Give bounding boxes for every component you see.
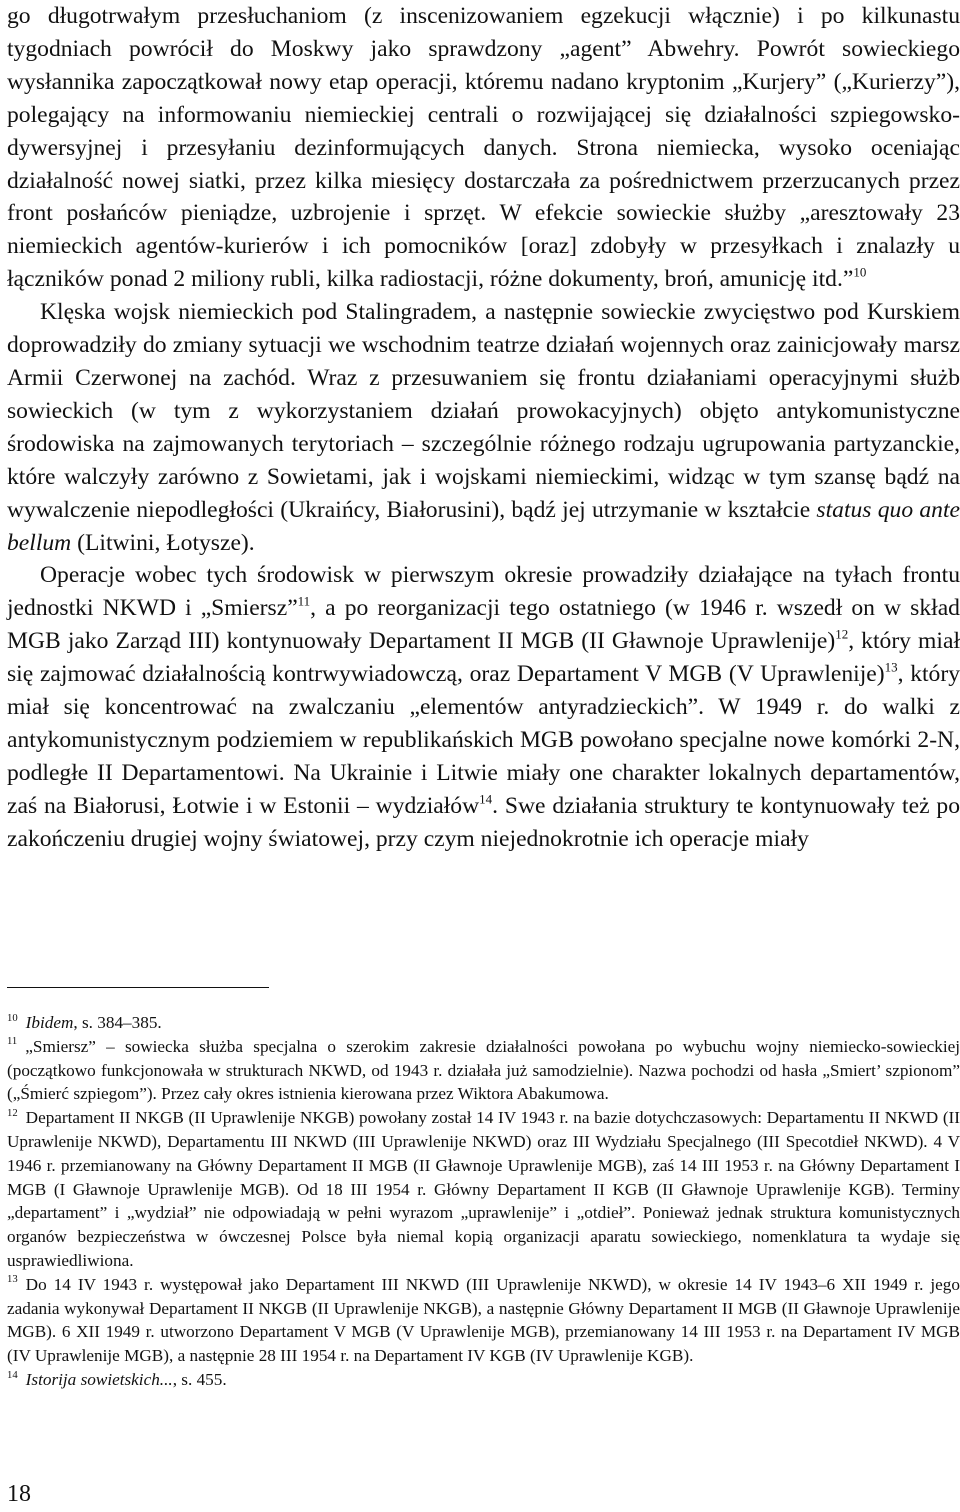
footnote-ref-14[interactable]: 14: [479, 791, 493, 807]
footnote-separator: [7, 987, 269, 988]
footnote-14: [7, 1368, 960, 1392]
document-page: [7, 0, 960, 1512]
footnote-ref-10[interactable]: 10: [853, 264, 867, 280]
paragraph-2: [7, 296, 960, 559]
footnote-ref-12[interactable]: 12: [835, 626, 849, 642]
footnote-12: [7, 1106, 960, 1273]
paragraph-1: [7, 0, 960, 296]
paragraph-3-text: Operacje wobec tych środowisk w pierwszym okresie prowadziły działające na tyłach frontu jednostki NKWD i „Smiersz”: [7, 562, 960, 622]
paragraph-3-text-3: , który miał się zajmować działalnością kontrwywiadowczą, oraz Departament V MGB (V Uprawlenije): [7, 628, 960, 688]
footnote-ref-11[interactable]: 11: [297, 593, 311, 609]
footnote-italic: Ibidem: [25, 1013, 74, 1032]
paragraph-3-text-4: , który miał się koncentrować na zwalczaniu „elementów antyradzieckich”. W 1949 r. do walki z antykomunistycznym podziemiem w republikańskich MGB powołano specjalne nowe komórki 2-N, podległe II Departamentowi. Na Ukrainie i Litwie miały one charakter lokalnych departamentów, zaś na Białorusi, Łotwie i w Estonii – wydziałów: [7, 661, 960, 819]
paragraph-2-text-end: (Litwini, Łotysze).: [71, 529, 255, 556]
footnote-number: 12: [7, 1107, 18, 1119]
page-number: 18: [7, 1481, 31, 1507]
footnote-number: 13: [7, 1274, 18, 1286]
footnote-10: [7, 1011, 960, 1035]
paragraph-1-text: go długotrwałym przesłuchaniom (z inscenizowaniem egzekucji włącznie) i po kilkunastu tygodniach powrócił do Moskwy jako sprawdzony „agent” Abwehry. Powrót sowieckiego wysłannika zapoczątkował nowy etap operacji, któremu nadano kryptonim „Kurjery” („Kurierzy”), polegający na informowaniu niemieckiej centrali o rozwijającej się działalności szpiegowsko-dywersyjnej i przesyłaniu dezinformujących danych. Strona niemiecka, wysoko oceniając działalność nowej siatki, przez kilka miesięcy dostarczała za pośrednictwem przerzucanych przez front posłańców pieniądze, uzbrojenie i sprzęt. W efekcie sowieckie służby „aresztowały 23 niemieckich agentów-kurierów i ich pomocników [oraz] zdobyły w przesyłkach i znalazły u łączników ponad 2 miliony rubli, kilka radiostacji, różne dokumenty, broń, amunicję itd.”: [7, 3, 960, 293]
footnote-text: Departament II NKGB (II Uprawlenije NKGB) powołany został 14 IV 1943 r. na bazie dotychczasowych: Departamentu II NKWD (II Uprawlenije NKWD), Departamentu III NKWD (III Uprawlenije NKWD) oraz III Wydziału Specjalnego (III Specotdieł NKWD). 4 V 1946 r. przemianowany na Główny Departament II MGB (II Gławnoje Uprawlenije MGB), zaś 14 III 1953 r. na Główny Departament I MGB (I Gławnoje Uprawlenije MGB). Od 18 III 1954 r. Główny Departament II KGB (II Gławnoje Uprawlenije KGB). Terminy „departament” i „wydział” nie odpowiadają w pełni wyrazom „uprawlenije” i „otdieł”. Ponieważ jednak struktura komunistycznych organów bezpieczeństwa w ówczesnej Polsce była niemal kopią organizacji aparatu sowieckiego, nomenklatura ta wydaje się usprawiedliwiona.: [7, 1108, 960, 1270]
footnote-number: 14: [7, 1369, 18, 1381]
footnotes: [7, 1011, 960, 1392]
footnote-italic: Istorija sowietskich...: [25, 1369, 173, 1389]
paragraph-2-italic: status quo ante bellum: [7, 496, 960, 556]
paragraph-3-text-2: , a po reorganizacji tego ostatniego (w 1946 r. wszedł on w skład MGB jako Zarząd III) kontynuowały Departament II MGB (II Gławnoje Uprawlenije): [7, 595, 960, 655]
main-text: [7, 0, 960, 856]
footnote-number: 11: [7, 1036, 18, 1048]
paragraph-3-text-5: . Swe działania struktury te kontynuowały też po zakończeniu drugiej wojny światowej, przy czym niejednokrotnie ich operacje miały: [7, 792, 960, 852]
footnote-11: [7, 1035, 960, 1106]
footnote-text: , s. 384–385.: [73, 1013, 162, 1032]
footnote-number: 10: [7, 1012, 18, 1024]
paragraph-2-text: Klęska wojsk niemieckich pod Stalingradem, a następnie sowieckie zwycięstwo pod Kurskiem doprowadziły do zmiany sytuacji we wschodnim teatrze działań wojennych oraz zainicjowały marsz Armii Czerwonej na zachód. Wraz z przesuwaniem się frontu działaniami operacyjnymi służb sowieckich (w tym z wykorzystaniem działań prowokacyjnych) objęto antykomunistyczne środowiska na zajmowanych terytoriach – szczególnie różnego rodzaju ugrupowania partyzanckie, które walczyły zarówno z Sowietami, jak i wojskami niemieckimi, widząc w tym szansę bądź na wywalczenie niepodległości (Ukraińcy, Białorusini), bądź jej utrzymanie w kształcie: [7, 299, 960, 523]
paragraph-3: [7, 559, 960, 855]
footnote-text: , s. 455.: [172, 1369, 227, 1389]
footnote-text: Do 14 IV 1943 r. występował jako Departament III NKWD (III Uprawlenije NKWD), w okresie 14 IV 1943–6 XII 1949 r. jego zadania wykonywał Departament II NKGB (II Uprawlenije NKGB), a następnie Główny Departament II MGB (II Gławnoje Uprawlenije MGB). 6 XII 1949 r. utworzono Departament V MGB (V Uprawlenije MGB), przemianowany 14 III 1953 r. na Departament IV MGB (IV Uprawlenije MGB), a następnie 28 III 1954 r. na Departament IV KGB (IV Uprawlenije KGB).: [7, 1274, 960, 1366]
footnote-ref-13[interactable]: 13: [884, 659, 898, 675]
footnote-text: „Smiersz” – sowiecka służba specjalna o szerokim zakresie działalności powołana po wybuchu wojny niemiecko-sowieckiej (początkowo funkcjonowała w strukturach NKWD, od 1943 r. działała już samodzielnie). Nazwa pochodzi od hasła „Smiert’ szpionom” („Śmierć szpiegom”). Przez cały okres istnienia kierowana przez Wiktora Abakumowa.: [7, 1036, 960, 1104]
footnote-13: [7, 1273, 960, 1368]
